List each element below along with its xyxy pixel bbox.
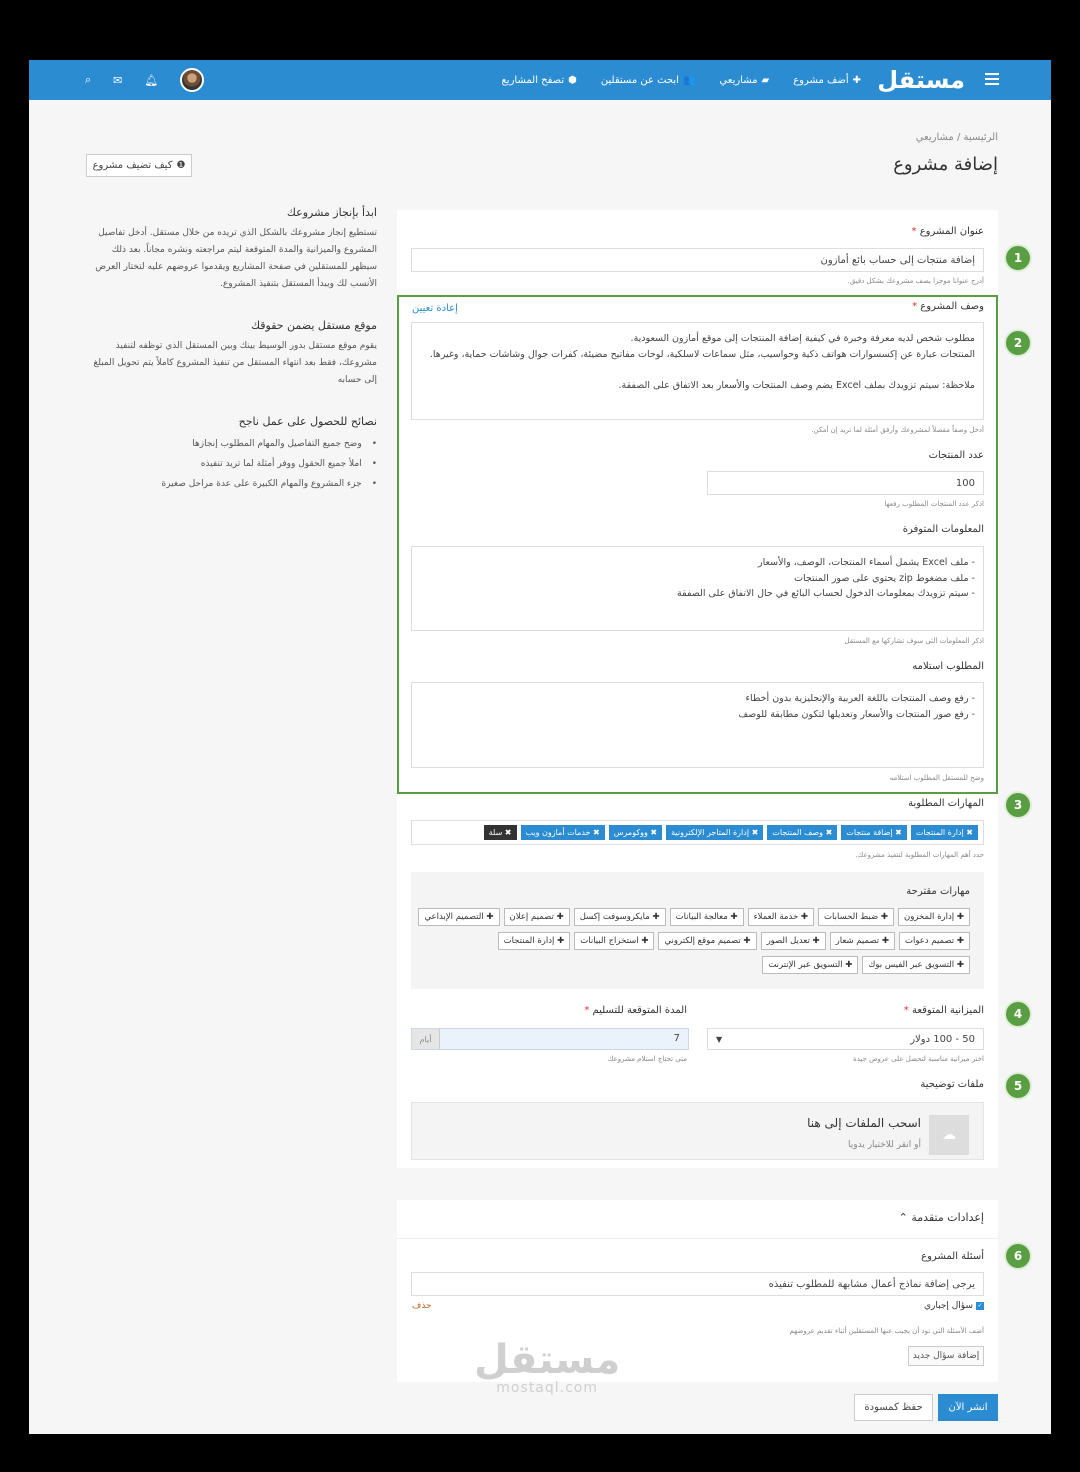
how-to-add-project-button[interactable]: ❶ كيف تضيف مشروع xyxy=(86,154,192,177)
mostaql-logo[interactable]: مستقل xyxy=(877,66,965,94)
check-icon: ✓ xyxy=(977,1301,983,1309)
deliverables-label: المطلوب استلامه xyxy=(912,661,984,672)
product-count-hint: اذكر عدد المنتجات المطلوب رفعها xyxy=(884,500,984,508)
project-title-label: عنوان المشروع * xyxy=(911,226,984,237)
suggested-row xyxy=(418,908,970,926)
skill-tag[interactable]: ✖ خدمات أمازون ويب xyxy=(521,825,605,840)
suggested-skills-title: مهارات مقترحة xyxy=(906,886,970,897)
required-skills-label: المهارات المطلوبة xyxy=(908,798,984,809)
navbar-tools xyxy=(85,60,204,100)
project-questions-label: أسئلة المشروع xyxy=(921,1251,984,1262)
suggested-skill-button[interactable]: ✚ تصميم دعوات xyxy=(899,932,970,950)
suggested-skill-button[interactable]: ✚ إدارة المخزون xyxy=(898,908,970,926)
help-sidebar xyxy=(93,206,377,494)
envelope-icon[interactable]: ✉ xyxy=(113,73,123,87)
skill-tag[interactable]: ✖ ووكومرس xyxy=(609,825,662,840)
question-input[interactable]: يرجى إضافة نماذج أعمال مشابهة للمطلوب تنفيذه xyxy=(411,1272,984,1296)
step-badge: 5 xyxy=(1004,1072,1032,1100)
page-title: إضافة مشروع xyxy=(893,154,998,175)
nav-browse-projects[interactable]: ⬢ تصفح المشاريع xyxy=(501,74,577,86)
tips-list xyxy=(93,434,377,494)
reset-link[interactable]: إعادة تعيين xyxy=(412,303,458,314)
budget-label: الميزانية المتوقعة * xyxy=(903,1005,984,1016)
available-info-label: المعلومات المتوفرة xyxy=(902,524,984,535)
sidebar-text-rights: يقوم موقع مستقل بدور الوسيط بينك وبين المستقل الذي توظفه لتنفيذ مشروعك، فقط بعد انتهاء المستقل من تنفيذ المشروع كاملاً يتم تحويل المبلغ إلى حسابه xyxy=(93,341,377,385)
duration-unit: أيام xyxy=(412,1029,440,1049)
skills-hint: حدد أهم المهارات المطلوبة لتنفيذ مشروعك. xyxy=(855,851,984,859)
suggested-skill-button[interactable]: ✚ مايكروسوفت إكسل xyxy=(574,908,666,926)
suggested-skills-panel xyxy=(411,872,984,989)
available-info-hint: اذكر المعلومات التي سوف تشاركها مع المستقل xyxy=(844,637,984,645)
save-draft-button[interactable]: حفظ كمسودة xyxy=(854,1394,933,1421)
folder-icon: ▰ xyxy=(761,74,770,86)
project-description-hint: أدخل وصفاً مفصلاً لمشروعك وأرفق أمثلة لما تريد إن أمكن. xyxy=(811,426,984,434)
skill-tag[interactable]: ✖ إدارة المنتجات xyxy=(911,825,978,840)
nav-my-projects[interactable]: ▰ مشاريعي xyxy=(719,74,770,86)
project-description-textarea[interactable]: مطلوب شخص لديه معرفة وخبرة في كيفية إضافة المنتجات إلى موقع أمازون السعودية. المنتجات عبارة عن إكسسوارات هواتف ذكية وحواسيب، مثل سماعات لاسلكية، لوحات مفاتيح مضيئة، كفرات جوال وشاشات حماية، وغيرها. ملاحظة: سيتم تزويدك بملف Excel يضم وصف المنتجات والأسعار بعد الاتفاق على الصفقة. xyxy=(411,322,984,420)
list-item: • جزء المشروع والمهام الكبيرة على عدة مراحل صغيرة xyxy=(93,474,377,494)
users-icon: 👥 xyxy=(682,74,696,86)
avatar[interactable] xyxy=(180,68,204,92)
suggested-skill-button[interactable]: ✚ التسويق عبر الإنترنت xyxy=(762,956,858,974)
duration-label: المدة المتوقعة للتسليم * xyxy=(584,1005,687,1016)
step-badge: 3 xyxy=(1004,791,1032,819)
dropzone-title: اسحب الملفات إلى هنا xyxy=(807,1116,921,1130)
cubes-icon: ⬢ xyxy=(568,74,577,86)
step-badge: 2 xyxy=(1004,329,1032,357)
breadcrumb: الرئيسية / مشاريعي xyxy=(915,132,998,143)
sidebar-title-tips: نصائح للحصول على عمل ناجح xyxy=(238,415,377,428)
info-circle-icon: ❶ xyxy=(176,160,186,171)
step-badge: 1 xyxy=(1004,244,1032,272)
project-title-hint: أدرج عنوانا موجزا يصف مشروعك بشكل دقيق. xyxy=(847,277,984,285)
suggested-skill-button[interactable]: ✚ التسويق عبر الفيس بوك xyxy=(862,956,970,974)
deliverables-hint: وضح للمستقل المطلوب استلامه xyxy=(889,774,984,782)
suggested-row xyxy=(762,956,970,974)
list-item: • املأ جميع الحقول ووفر أمثلة لما تريد تنفيذه xyxy=(93,454,377,474)
skills-tag-input[interactable] xyxy=(411,820,984,845)
delete-question-link[interactable]: حذف xyxy=(412,1301,432,1311)
advanced-settings-toggle[interactable]: إعدادات متقدمة ⌃ xyxy=(898,1211,984,1224)
available-info-textarea[interactable]: - ملف Excel يشمل أسماء المنتجات، الوصف، والأسعار - ملف مضغوط zip يحتوي على صور المنتجات - سيتم تزويدك بمعلومات الدخول لحساب البائع في حال الاتفاق على الصفقة xyxy=(411,546,984,631)
deliverables-textarea[interactable]: - رفع وصف المنتجات باللغة العربية والإنجليزية بدون أخطاء - رفع صور المنتجات والأسعار وتعديلها لتكون مطابقة للوصف xyxy=(411,682,984,768)
mandatory-question-checkbox[interactable]: ✓سؤال إجباري xyxy=(923,1301,983,1311)
add-question-button[interactable]: إضافة سؤال جديد xyxy=(908,1346,984,1366)
suggested-skill-button[interactable]: ✚ إدارة المنتجات xyxy=(498,932,571,950)
breadcrumb-current[interactable]: مشاريعي xyxy=(915,132,954,143)
chevron-up-icon: ⌃ xyxy=(898,1211,908,1224)
skill-tag[interactable]: ✖ سلة xyxy=(484,825,517,840)
suggested-skill-button[interactable]: ✚ تصميم إعلان xyxy=(504,908,570,926)
breadcrumb-home[interactable]: الرئيسية xyxy=(963,132,998,143)
sidebar-text-start: تستطيع إنجاز مشروعك بالشكل الذي تريده من خلال مستقل. أدخل تفاصيل المشروع والميزانية والمدة المتوقعة ليتم مراجعته ونشره مجاناً. بعد ذلك سيظهر للمستقلين في صفحة المشاريع ويقدموا عروضهم عليه لتختار العرض الأنسب لك ويبدأ المستقل بتنفيذ المشروع. xyxy=(95,228,377,289)
questions-hint: أضف الأسئلة التي تود أن يجيب عنها المستقلين أثناء تقديم عروضهم xyxy=(789,1327,984,1335)
menu-icon[interactable] xyxy=(985,73,999,85)
publish-button[interactable]: انشر الآن xyxy=(938,1394,998,1421)
suggested-skill-button[interactable]: ✚ التصميم الإبداعي xyxy=(418,908,499,926)
product-count-label: عدد المنتجات xyxy=(928,450,984,461)
skill-tag[interactable]: ✖ وصف المنتجات xyxy=(767,825,837,840)
skill-tag[interactable]: ✖ إضافة منتجات xyxy=(841,825,907,840)
search-icon[interactable]: ⌕ xyxy=(85,73,92,86)
project-title-input[interactable]: إضافة منتجات إلى حساب بائع أمازون xyxy=(411,248,984,272)
divider xyxy=(397,1238,998,1239)
files-label: ملفات توضيحية xyxy=(920,1079,984,1090)
sidebar-title-rights: موقع مستقل يضمن حقوقك xyxy=(250,319,377,332)
suggested-skill-button[interactable]: ✚ استخراج البيانات xyxy=(574,932,654,950)
main-nav xyxy=(501,60,861,100)
nav-find-freelancers[interactable]: 👥 ابحث عن مستقلين xyxy=(600,74,696,86)
project-description-label: وصف المشروع * xyxy=(912,301,984,312)
suggested-skill-button[interactable]: ✚ تصميم شعار xyxy=(830,932,895,950)
suggested-skill-button[interactable]: ✚ ضبط الحسابات xyxy=(818,908,894,926)
suggested-skill-button[interactable]: ✚ خدمة العملاء xyxy=(748,908,814,926)
dropzone-subtitle: أو انقر للاختيار يدويا xyxy=(848,1140,921,1150)
sidebar-title-start: ابدأ بإنجاز مشروعك xyxy=(286,206,377,219)
file-dropzone[interactable] xyxy=(411,1102,984,1160)
duration-input[interactable]: 7 أيام xyxy=(411,1028,689,1050)
product-count-input[interactable]: 100 xyxy=(707,471,984,495)
bell-icon[interactable]: 🔔︎ xyxy=(144,73,159,87)
skill-tag[interactable]: ✖ إدارة المتاجر الإلكترونية xyxy=(666,825,763,840)
cloud-upload-icon: ☁ xyxy=(929,1115,969,1155)
app-window xyxy=(29,60,1051,1434)
step-badge: 4 xyxy=(1004,1000,1032,1028)
suggested-skill-button[interactable]: ✚ معالجة البيانات xyxy=(670,908,744,926)
watermark: مستقل mostaql.com xyxy=(474,1337,621,1396)
suggested-row xyxy=(498,932,970,950)
nav-add-project[interactable]: ✚ أضف مشروع xyxy=(793,74,861,86)
suggested-skill-button[interactable]: ✚ تصميم موقع إلكتروني xyxy=(658,932,756,950)
step-badge: 6 xyxy=(1004,1242,1032,1270)
top-navbar xyxy=(29,60,1051,100)
suggested-skill-button[interactable]: ✚ تعديل الصور xyxy=(761,932,826,950)
budget-hint: اختر ميزانية مناسبة لتحصل على عروض جيدة xyxy=(853,1055,984,1063)
budget-select[interactable]: 50 - 100 دولار ▼ xyxy=(707,1028,984,1050)
duration-hint: متى تحتاج استلام مشروعك xyxy=(607,1055,687,1063)
plus-icon: ✚ xyxy=(852,74,861,86)
caret-down-icon: ▼ xyxy=(716,1035,723,1044)
list-item: • وضح جميع التفاصيل والمهام المطلوب إنجازها xyxy=(93,434,377,454)
